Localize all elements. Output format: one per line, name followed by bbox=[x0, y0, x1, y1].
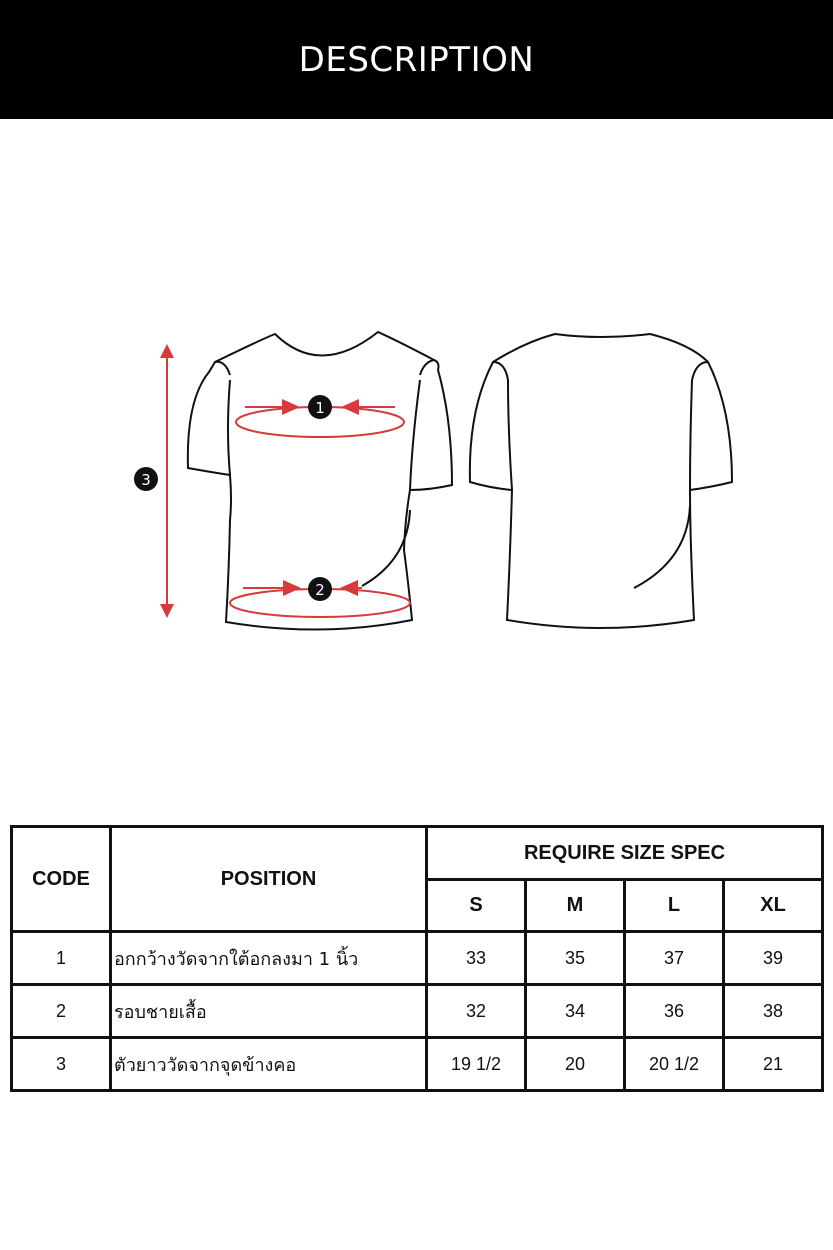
size-header-l: L bbox=[625, 880, 724, 932]
row-value-s: 19 1/2 bbox=[427, 1038, 526, 1091]
marker-1-badge bbox=[308, 395, 332, 419]
table-row bbox=[12, 932, 823, 985]
row-position: อกกว้างวัดจากใต้อกลงมา 1 นิ้ว bbox=[111, 932, 427, 985]
row-value-l: 37 bbox=[625, 932, 724, 985]
size-header-s: S bbox=[427, 880, 526, 932]
row-value-l: 36 bbox=[625, 985, 724, 1038]
row-value-xl: 39 bbox=[724, 932, 823, 985]
marker-1: 1 bbox=[315, 399, 325, 417]
table-row bbox=[12, 1038, 823, 1091]
row-value-xl: 21 bbox=[724, 1038, 823, 1091]
marker-2-badge bbox=[308, 577, 332, 601]
table-row bbox=[12, 985, 823, 1038]
marker-3-badge bbox=[134, 467, 158, 491]
row-value-l: 20 1/2 bbox=[625, 1038, 724, 1091]
garment-diagram bbox=[0, 320, 833, 650]
row-position: ตัวยาววัดจากจุดข้างคอ bbox=[111, 1038, 427, 1091]
row-code: 2 bbox=[12, 985, 111, 1038]
header-title: DESCRIPTION bbox=[298, 39, 535, 80]
marker-3: 3 bbox=[141, 471, 151, 489]
tshirt-illustration bbox=[0, 320, 833, 650]
size-header-m: M bbox=[526, 880, 625, 932]
size-spec-table bbox=[10, 825, 824, 1092]
size-spec-group-header: REQUIRE SIZE SPEC bbox=[427, 827, 823, 880]
description-header bbox=[0, 0, 833, 119]
row-code: 3 bbox=[12, 1038, 111, 1091]
size-header-xl: XL bbox=[724, 880, 823, 932]
row-value-m: 35 bbox=[526, 932, 625, 985]
back-shirt-icon bbox=[470, 334, 732, 628]
row-value-s: 33 bbox=[427, 932, 526, 985]
row-value-xl: 38 bbox=[724, 985, 823, 1038]
row-position: รอบชายเสื้อ bbox=[111, 985, 427, 1038]
code-header: CODE bbox=[12, 827, 111, 932]
position-header: POSITION bbox=[111, 827, 427, 932]
row-value-m: 34 bbox=[526, 985, 625, 1038]
row-value-s: 32 bbox=[427, 985, 526, 1038]
row-value-m: 20 bbox=[526, 1038, 625, 1091]
length-measure bbox=[160, 344, 174, 618]
marker-2: 2 bbox=[315, 581, 325, 599]
row-code: 1 bbox=[12, 932, 111, 985]
